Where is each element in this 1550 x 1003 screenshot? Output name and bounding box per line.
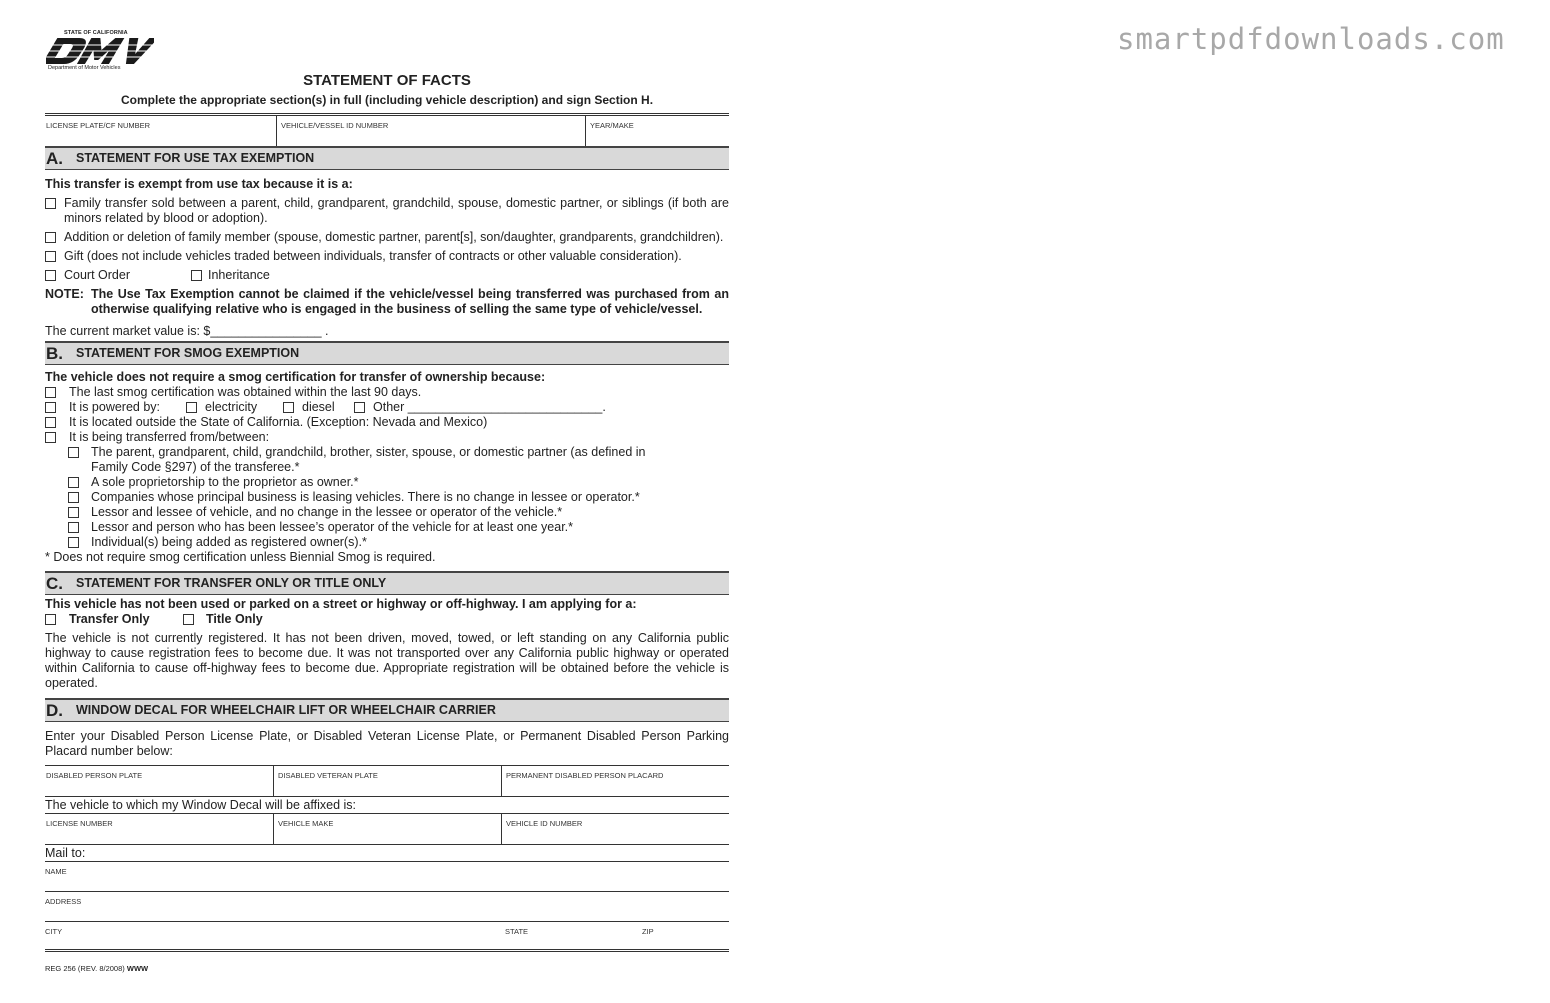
other-checkbox[interactable] [354,402,365,413]
zip-field[interactable]: ZIP [642,927,654,936]
name-field[interactable]: NAME [45,862,729,892]
section-a-header [45,146,729,170]
transferred-option[interactable] [45,430,729,445]
logo-dept: Department of Motor Vehicles [48,65,121,71]
added-owner-option[interactable] [68,535,729,550]
section-c-header [45,571,729,595]
vehicle-id-field[interactable]: VEHICLE/VESSEL ID NUMBER [276,116,585,146]
option-label: Gift (does not include vehicles traded between individuals, transfer of contracts or other valuable consideration). [64,249,682,263]
disabled-veteran-plate-field[interactable]: DISABLED VETERAN PLATE [273,766,501,796]
option-label: Lessor and lessee of vehicle, and no change in the lessee or operator of the vehicle.* [91,505,563,519]
address-field[interactable]: ADDRESS [45,892,729,922]
form-subtitle: Complete the appropriate section(s) in full (including vehicle description) and sign Section H. [120,93,654,107]
other-field[interactable]: Other ____________________________. [373,400,606,414]
electricity-label: electricity [205,400,258,414]
leasing-companies-option[interactable] [68,490,729,505]
form-title: STATEMENT OF FACTS [303,72,471,89]
smog-footnote: * Does not require smog certification unless Biennial Smog is required. [45,550,436,564]
section-c-body: The vehicle is not currently registered. It has not been driven, moved, towed, or left standing on any California public highway to cause registration fees to become due. It was not transported over any California public highway or operated within California to cause off-highway fees to become due. Appropriate registration will be obtained before the vehicle is operated. [45,631,729,690]
added-owner-checkbox[interactable] [68,537,79,548]
section-d-letter: D. [46,701,63,720]
gift-option[interactable] [45,249,729,264]
section-d-heading: WINDOW DECAL FOR WHEELCHAIR LIFT OR WHEELCHAIR CARRIER [76,703,496,717]
section-d-header [45,698,729,722]
top-fields [45,116,729,146]
option-label: The parent, grandparent, child, grandchild, brother, sister, spouse, or domestic partner (as defined in Family Code §297) of the transferee.* [91,445,646,474]
transfer-title-row [45,612,729,627]
form-www: WWW [126,964,149,973]
section-c-heading: STATEMENT FOR TRANSFER ONLY OR TITLE ONLY [76,576,387,590]
lessor-lessee-checkbox[interactable] [68,507,79,518]
court-inheritance-row [45,268,729,283]
last-smog-option[interactable] [45,385,729,400]
note-text: The Use Tax Exemption cannot be claimed if the vehicle/vessel being transferred was purchased from an otherwise qualifying relative who is engaged in the business of selling the same type of vehicle/vessel. [91,287,729,316]
option-label: Family transfer sold between a parent, child, grandparent, grandchild, spouse, domestic partner, or siblings (if both are minors related by blood or adoption). [64,196,729,225]
vehicle-id-number-field[interactable]: VEHICLE ID NUMBER [501,814,729,844]
option-label: A sole proprietorship to the proprietor as owner.* [91,475,359,489]
disabled-person-plate-field[interactable]: DISABLED PERSON PLATE [46,771,143,780]
powered-by-label: It is powered by: [69,400,161,414]
market-value-field[interactable]: The current market value is: $________________ . [45,324,329,338]
option-label: Lessor and person who has been lessee’s operator of the vehicle for at least one year.* [91,520,574,534]
inheritance-label: Inheritance [208,268,270,282]
outside-california-option[interactable] [45,415,729,430]
section-b-letter: B. [46,344,63,363]
option-label: It is being transferred from/between: [69,430,270,444]
court-order-checkbox[interactable] [45,270,56,281]
transferred-checkbox[interactable] [45,432,56,443]
vehicle-fields [45,813,729,844]
family-member-checkbox[interactable] [45,232,56,243]
option-label: It is located outside the State of California. (Exception: Nevada and Mexico) [69,415,488,429]
note-label: NOTE: [45,287,84,301]
watermark: smartpdfdownloads.com [1117,22,1505,56]
section-b-intro: The vehicle does not require a smog certification for transfer of ownership because: [45,370,546,384]
state-field[interactable]: STATE [505,927,529,936]
powered-by-row [45,400,729,415]
license-plate-field[interactable]: LICENSE PLATE/CF NUMBER [46,121,151,130]
logo-state: STATE OF CALIFORNIA [64,30,128,36]
sole-proprietorship-option[interactable] [68,475,729,490]
section-c-intro: This vehicle has not been used or parked on a street or highway or off-highway. I am applying for a: [45,597,637,611]
family-relation-checkbox[interactable] [68,447,79,458]
vehicle-make-field[interactable]: VEHICLE MAKE [273,814,501,844]
license-number-field[interactable]: LICENSE NUMBER [46,819,113,828]
form [45,70,729,952]
lessor-operator-option[interactable] [68,520,729,535]
option-label: The last smog certification was obtained within the last 90 days. [69,385,422,399]
section-a-intro: This transfer is exempt from use tax because it is a: [45,177,353,191]
family-member-option[interactable] [45,230,729,245]
gift-checkbox[interactable] [45,251,56,262]
year-make-field[interactable]: YEAR/MAKE [585,116,729,146]
section-a-heading: STATEMENT FOR USE TAX EXEMPTION [76,151,315,165]
family-relation-option[interactable] [68,445,729,475]
powered-by-checkbox[interactable] [45,402,56,413]
form-footer [45,964,148,973]
section-d-intro: Enter your Disabled Person License Plate, or Disabled Veteran License Plate, or Permanent Disabled Person Parking Placard number below: [45,729,729,758]
affixed-label: The vehicle to which my Window Decal will be affixed is: [45,796,729,813]
transfer-only-label: Transfer Only [69,612,150,626]
option-label: Individual(s) being added as registered owner(s).* [91,535,367,549]
leasing-companies-checkbox[interactable] [68,492,79,503]
title-only-label: Title Only [206,612,263,626]
lessor-operator-checkbox[interactable] [68,522,79,533]
plate-fields [45,765,729,796]
option-label: Addition or deletion of family member (spouse, domestic partner, parent[s], son/daughter, grandparents, grandchildren). [64,230,724,244]
diesel-checkbox[interactable] [283,402,294,413]
section-a-note [45,287,729,317]
transfer-sub-options [45,445,729,550]
last-smog-checkbox[interactable] [45,387,56,398]
diesel-label: diesel [302,400,335,414]
family-transfer-checkbox[interactable] [45,198,56,209]
section-b-heading: STATEMENT FOR SMOG EXEMPTION [76,346,300,360]
lessor-lessee-option[interactable] [68,505,729,520]
electricity-checkbox[interactable] [186,402,197,413]
section-c-letter: C. [46,574,63,593]
outside-california-checkbox[interactable] [45,417,56,428]
placard-field[interactable]: PERMANENT DISABLED PERSON PLACARD [501,766,729,796]
inheritance-checkbox[interactable] [191,270,202,281]
dmv-logo-mark [46,36,154,66]
title-only-checkbox[interactable] [183,614,194,625]
city-field[interactable]: CITY [45,927,63,936]
dmv-logo [46,30,154,74]
transfer-only-checkbox[interactable] [45,614,56,625]
form-code: REG 256 (REV. 8/2008) [45,964,125,973]
section-b-header [45,341,729,365]
family-transfer-option[interactable] [45,196,729,226]
option-label: Companies whose principal business is leasing vehicles. There is no change in lessee or operator.* [91,490,640,504]
section-a-letter: A. [46,149,63,168]
court-order-label: Court Order [64,268,130,282]
mail-to-label: Mail to: [45,844,729,861]
sole-proprietorship-checkbox[interactable] [68,477,79,488]
city-state-zip-row [45,922,729,952]
